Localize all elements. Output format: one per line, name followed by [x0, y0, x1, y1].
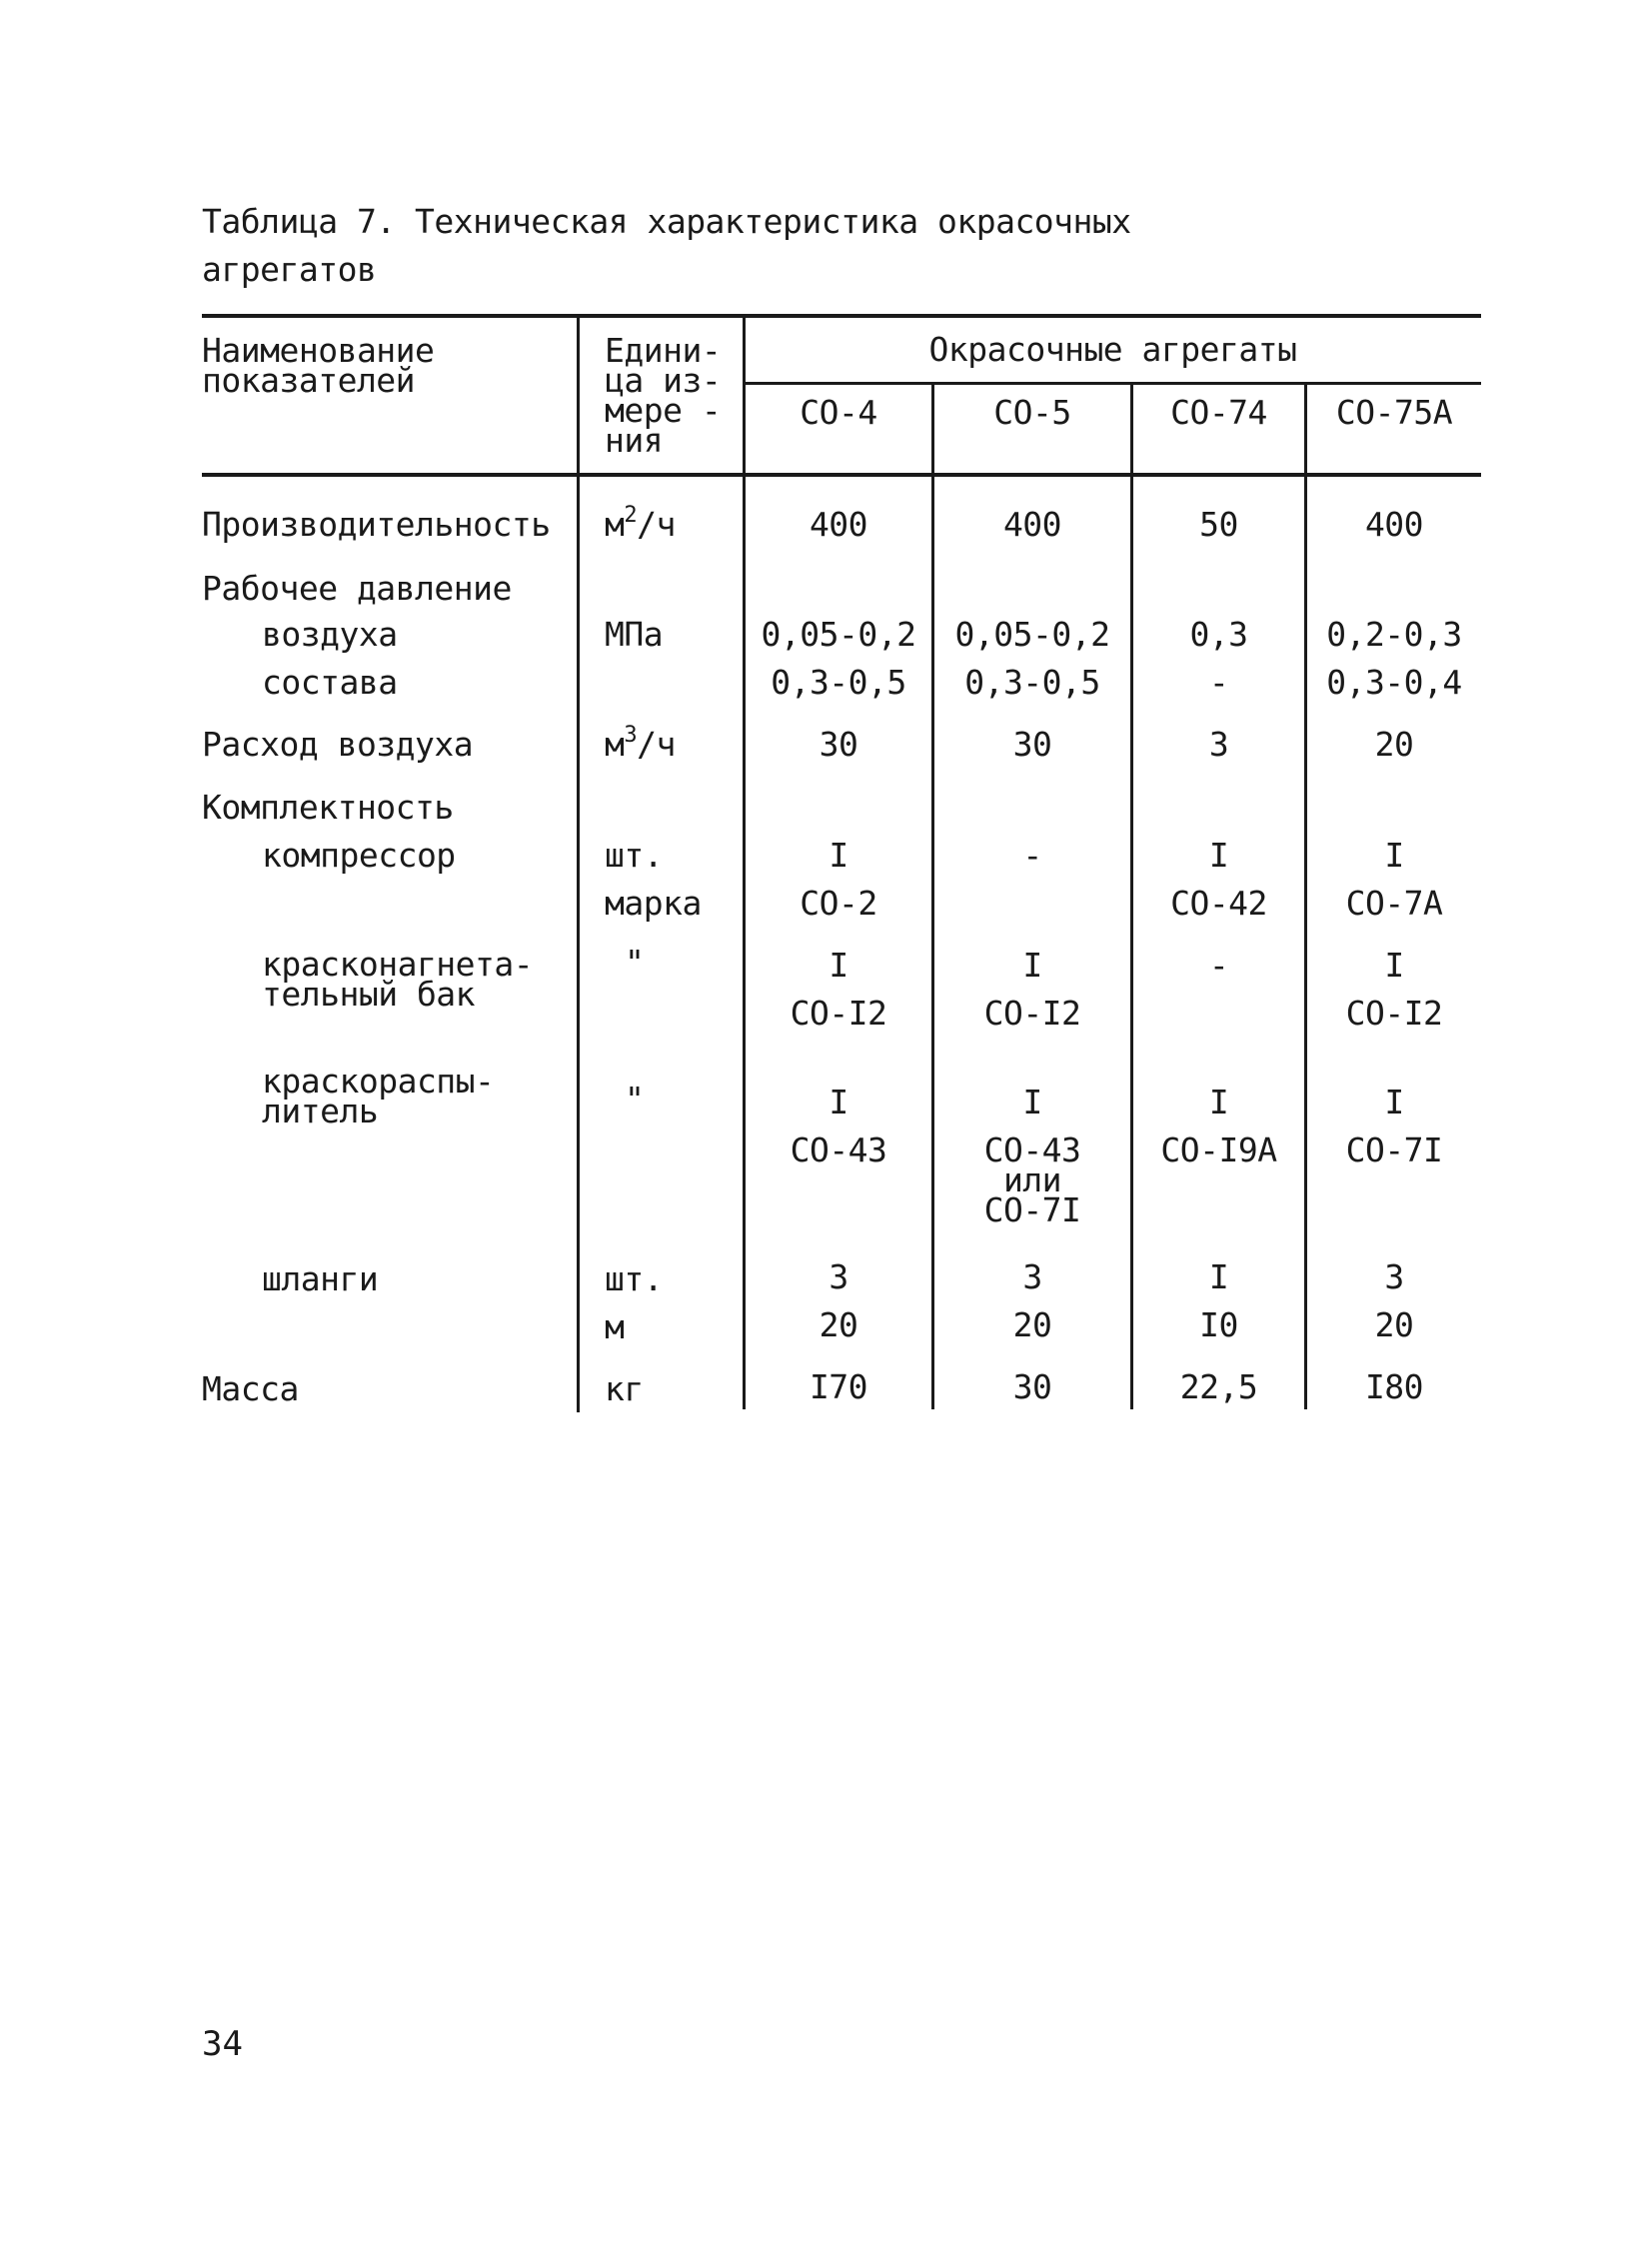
row-air-co5: 0,05-0,2	[954, 615, 1110, 654]
header-name-column	[202, 331, 435, 400]
row-hoses-unit-length: м	[605, 1307, 625, 1346]
row-air-flow-co5: 30	[1012, 725, 1052, 764]
row-air-co4: 0,05-0,2	[761, 615, 916, 654]
row-sprayer-qty-co75a: I	[1384, 1083, 1404, 1121]
row-tank-unit: "	[625, 943, 645, 982]
row-sprayer-qty-co74: I	[1208, 1083, 1229, 1121]
row-sprayer-alt-co5	[934, 1160, 1130, 1229]
row-compressor-unit-brand: марка	[605, 884, 702, 923]
row-hoses-len-co4: 20	[819, 1305, 858, 1344]
table-caption	[202, 198, 1131, 294]
row-mix-co74: -	[1208, 663, 1229, 702]
unit-superscript: 3	[624, 723, 638, 748]
row-air-co75a: 0,2-0,3	[1326, 615, 1462, 654]
row-kit-label: Комплектность	[202, 788, 454, 827]
row-sprayer-qty-co5: I	[1022, 1083, 1042, 1121]
row-mass-co4: I70	[809, 1367, 868, 1406]
row-hoses-label: шланги	[262, 1259, 379, 1298]
header-group-title: Окрасочные агрегаты	[928, 330, 1297, 369]
row-tank-qty-co4: I	[828, 946, 848, 985]
row-sprayer-alt-or: или	[1002, 1160, 1062, 1199]
row-compressor-qty-co75a: I	[1384, 836, 1404, 875]
header-unit-line-4: ния	[605, 421, 664, 460]
row-mix-co4: 0,3-0,5	[771, 663, 906, 702]
header-model-co4: СО-4	[800, 393, 877, 432]
row-air-flow-unit	[605, 723, 676, 768]
row-compressor-label: компрессор	[262, 836, 456, 875]
row-sprayer-unit: "	[625, 1080, 645, 1119]
unit-base: м	[605, 505, 625, 544]
row-compressor-brand-co4: СО-2	[800, 884, 877, 923]
row-air-flow-label: Расход воздуха	[202, 725, 474, 764]
row-mass-co5: 30	[1012, 1367, 1052, 1406]
unit-rest: /ч	[637, 505, 676, 544]
row-tank-qty-co74: -	[1208, 946, 1229, 985]
header-unit-line-2: ца из-	[605, 361, 722, 400]
row-tank-brand-co75a: СО-I2	[1345, 994, 1443, 1033]
row-air-flow-co75a: 20	[1374, 725, 1414, 764]
row-sprayer-brand-co74: СО-I9А	[1160, 1130, 1277, 1169]
row-hoses-unit-qty: шт.	[605, 1259, 664, 1298]
row-mass-unit: кг	[605, 1369, 644, 1408]
row-compressor-qty-co4: I	[828, 836, 848, 875]
row-hoses-qty-co74: I	[1208, 1257, 1229, 1296]
row-hoses-len-co74: I0	[1199, 1305, 1238, 1344]
row-mix-co5: 0,3-0,5	[964, 663, 1100, 702]
unit-column-left-line	[577, 316, 580, 1412]
row-air-flow-co74: 3	[1208, 725, 1229, 764]
row-sprayer-label-line-1: краскораспы-	[262, 1062, 495, 1101]
row-hoses-len-co5: 20	[1012, 1305, 1052, 1344]
row-hoses-qty-co5: 3	[1022, 1257, 1042, 1296]
unit-base: м	[605, 725, 625, 764]
row-productivity-unit	[605, 503, 676, 548]
row-air-flow-co4: 30	[819, 725, 858, 764]
caption-line-2: агрегатов	[202, 250, 377, 289]
row-tank-label	[262, 945, 534, 1014]
row-mass-label: Масса	[202, 1369, 299, 1408]
row-productivity-co5: 400	[1002, 505, 1062, 544]
row-sprayer-qty-co4: I	[828, 1083, 848, 1121]
row-air-co74: 0,3	[1189, 615, 1248, 654]
row-air-unit: МПа	[605, 615, 664, 654]
row-tank-brand-co4: СО-I2	[790, 994, 887, 1033]
row-sprayer-alt-model: СО-7I	[983, 1190, 1081, 1229]
row-hoses-len-co75a: 20	[1374, 1305, 1414, 1344]
row-mass-co74: 22,5	[1179, 1367, 1258, 1406]
row-sprayer-label	[262, 1062, 495, 1130]
header-bottom-rule	[202, 473, 1481, 477]
row-compressor-unit-qty: шт.	[605, 836, 664, 875]
row-compressor-qty-co74: I	[1208, 836, 1229, 875]
row-pressure-label: Рабочее давление	[202, 569, 512, 608]
row-productivity-co4: 400	[809, 505, 868, 544]
header-model-co75a: СО-75А	[1335, 393, 1453, 432]
row-tank-qty-co75a: I	[1384, 946, 1404, 985]
header-model-co74: СО-74	[1170, 393, 1267, 432]
row-mass-co75a: I80	[1364, 1367, 1424, 1406]
row-air-label: воздуха	[262, 615, 398, 654]
header-unit-line-3: мере -	[605, 391, 722, 430]
row-mix-co75a: 0,3-0,4	[1326, 663, 1462, 702]
header-name-line-1: Наименование	[202, 331, 435, 370]
row-sprayer-brand-co5: СО-43	[983, 1130, 1081, 1169]
header-name-line-2: показателей	[202, 361, 416, 400]
row-tank-label-line-1: красконагнета-	[262, 945, 534, 984]
caption-line-1: Таблица 7. Техническая характеристика окрасочных	[202, 202, 1131, 241]
row-sprayer-label-line-2: литель	[262, 1092, 379, 1130]
row-productivity-label: Производительность	[202, 505, 551, 544]
row-tank-brand-co5: СО-I2	[983, 994, 1081, 1033]
page-number: 34	[202, 2024, 243, 2064]
row-productivity-co75a: 400	[1364, 505, 1424, 544]
row-mix-label: состава	[262, 663, 398, 702]
unit-superscript: 2	[624, 503, 638, 528]
row-tank-label-line-2: тельный бак	[262, 975, 476, 1014]
unit-rest: /ч	[637, 725, 676, 764]
row-compressor-brand-co75a: СО-7А	[1345, 884, 1443, 923]
row-productivity-co74: 50	[1199, 505, 1238, 544]
header-unit-column	[605, 331, 722, 460]
row-compressor-brand-co74: СО-42	[1170, 884, 1267, 923]
row-tank-qty-co5: I	[1022, 946, 1042, 985]
row-compressor-qty-co5: -	[1022, 836, 1042, 875]
row-hoses-qty-co75a: 3	[1384, 1257, 1404, 1296]
row-sprayer-brand-co75a: СО-7I	[1345, 1130, 1443, 1169]
table-top-rule	[202, 314, 1481, 318]
row-sprayer-brand-co4: СО-43	[790, 1130, 887, 1169]
row-hoses-qty-co4: 3	[828, 1257, 848, 1296]
header-model-co5: СО-5	[993, 393, 1071, 432]
header-unit-line-1: Едини-	[605, 331, 722, 370]
group-header-rule	[745, 382, 1481, 385]
